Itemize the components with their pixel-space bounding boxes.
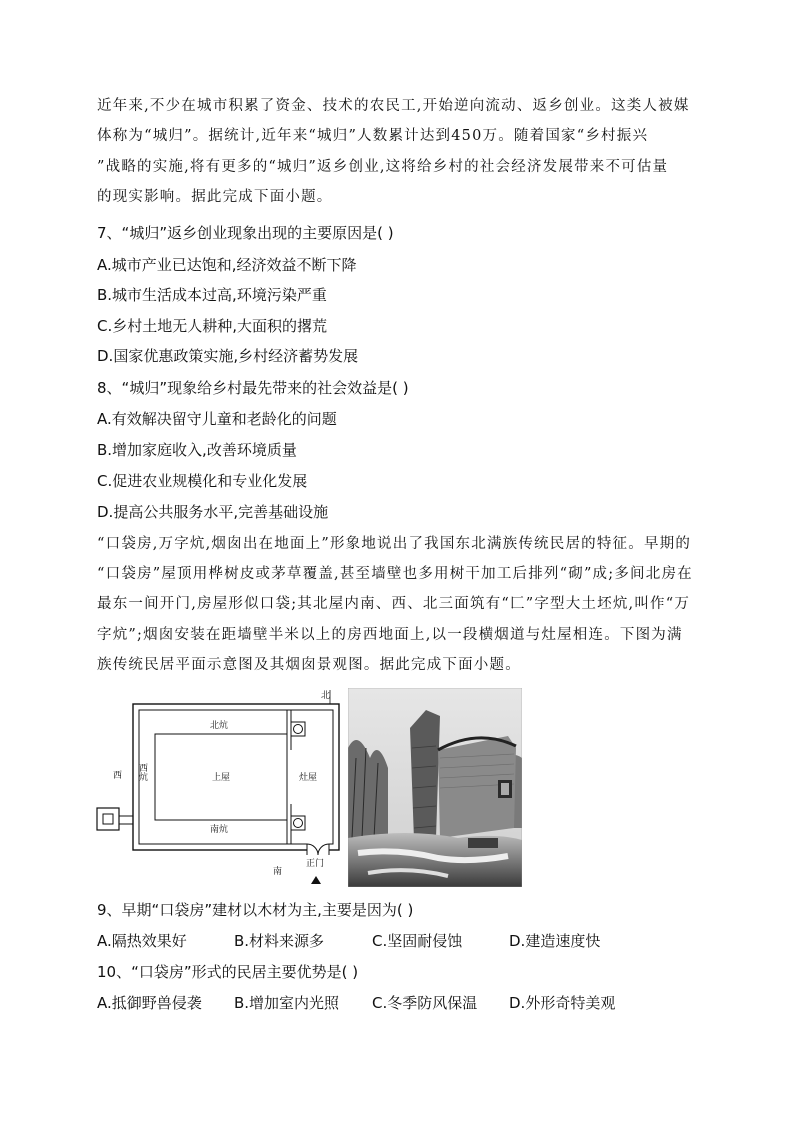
passage-line: 体称为“城归”。据统计,近年来“城归”人数累计达到450万。随着国家“乡村振兴 bbox=[97, 128, 649, 144]
passage-line: 的现实影响。据此完成下面小题。 bbox=[97, 189, 333, 205]
question-stem: 10、“口袋房”形式的民居主要优势是( ) bbox=[97, 963, 359, 981]
label-south: 南 bbox=[273, 867, 283, 877]
question-stem: 7、“城归”返乡创业现象出现的主要原因是( ) bbox=[97, 224, 394, 242]
question-stem: 8、“城归”现象给乡村最先带来的社会效益是( ) bbox=[97, 379, 409, 397]
option-b[interactable]: B.增加家庭收入,改善环境质量 bbox=[97, 441, 297, 459]
option-b[interactable]: B.材料来源多 bbox=[234, 932, 325, 950]
passage-line: “口袋房,万字炕,烟囱出在地面上”形象地说出了我国东北满族传统民居的特征。早期的 bbox=[97, 536, 692, 552]
option-c[interactable]: C.冬季防风保温 bbox=[372, 994, 478, 1012]
passage-line: 族传统民居平面示意图及其烟囱景观图。据此完成下面小题。 bbox=[97, 657, 521, 673]
option-b[interactable]: B.城市生活成本过高,环境污染严重 bbox=[97, 286, 327, 304]
option-d[interactable]: D.国家优惠政策实施,乡村经济蓄势发展 bbox=[97, 347, 359, 365]
label-west: 西 bbox=[113, 771, 123, 781]
option-a[interactable]: A.城市产业已达饱和,经济效益不断下降 bbox=[97, 256, 357, 274]
label-main-room: 上屋 bbox=[212, 773, 231, 783]
passage-line: “口袋房”屋顶用桦树皮或茅草覆盖,甚至墙壁也多用树干加工后排列“砌”成;多间北房在 bbox=[97, 566, 693, 582]
label-north: 北 bbox=[321, 691, 331, 701]
label-kitchen: 灶屋 bbox=[299, 773, 318, 783]
passage-line: 字炕”;烟囱安装在距墙壁半米以上的房西地面上,以一段横烟道与灶屋相连。下图为满 bbox=[97, 627, 683, 643]
question-stem: 9、早期“口袋房”建材以木材为主,主要是因为( ) bbox=[97, 901, 414, 919]
passage-line: ”战略的实施,将有更多的“城归”返乡创业,这将给乡村的社会经济发展带来不可估量 bbox=[97, 159, 669, 175]
chimney-photo bbox=[348, 688, 522, 887]
option-a[interactable]: A.抵御野兽侵袭 bbox=[97, 994, 202, 1012]
label-south-kang: 南炕 bbox=[210, 825, 229, 835]
option-d[interactable]: D.外形奇特美观 bbox=[509, 994, 616, 1012]
option-d[interactable]: D.建造速度快 bbox=[509, 932, 601, 950]
floor-plan-diagram bbox=[95, 688, 345, 888]
label-west-kang: 西炕 bbox=[137, 763, 147, 781]
entrance-marker bbox=[311, 876, 321, 884]
label-front-door: 正门 bbox=[306, 859, 325, 869]
option-a[interactable]: A.隔热效果好 bbox=[97, 932, 187, 950]
option-c[interactable]: C.坚固耐侵蚀 bbox=[372, 932, 463, 950]
option-b[interactable]: B.增加室内光照 bbox=[234, 994, 340, 1012]
passage-line: 最东一间开门,房屋形似口袋;其北屋内南、西、北三面筑有“匚”字型大土坯炕,叫作“万 bbox=[97, 596, 691, 612]
option-c[interactable]: C.乡村土地无人耕种,大面积的撂荒 bbox=[97, 317, 328, 335]
option-a[interactable]: A.有效解决留守儿童和老龄化的问题 bbox=[97, 410, 337, 428]
option-d[interactable]: D.提高公共服务水平,完善基础设施 bbox=[97, 503, 329, 521]
passage-line: 近年来,不少在城市积累了资金、技术的农民工,开始逆向流动、返乡创业。这类人被媒 bbox=[97, 98, 690, 114]
option-c[interactable]: C.促进农业规模化和专业化发展 bbox=[97, 472, 308, 490]
label-north-kang: 北炕 bbox=[210, 721, 229, 731]
